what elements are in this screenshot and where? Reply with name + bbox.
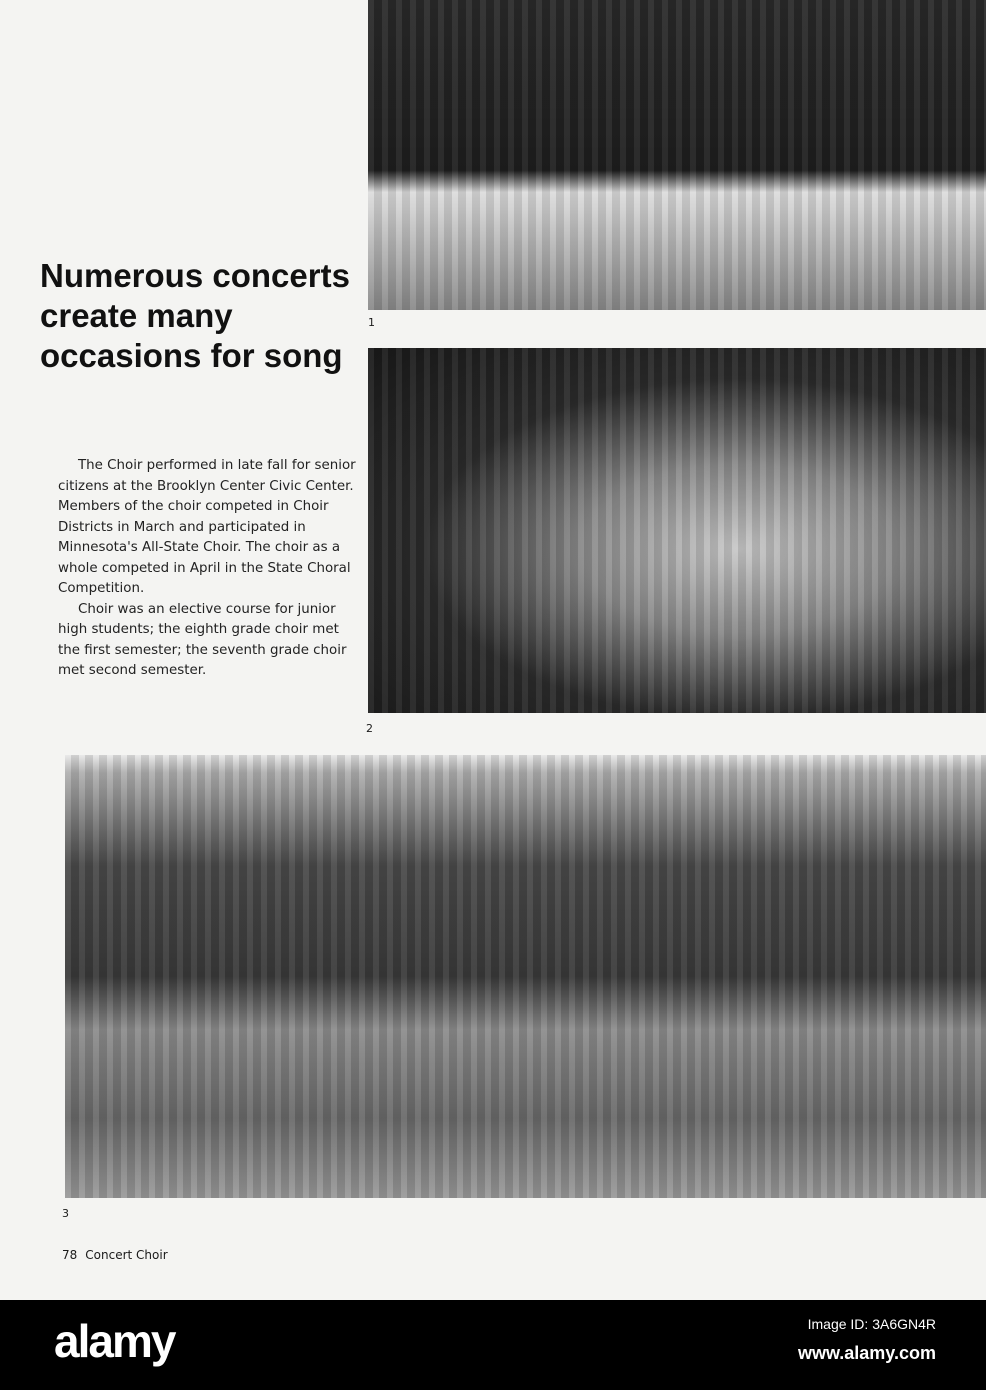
costumed-performers-photo [65, 755, 986, 1198]
four-singers-photo [368, 348, 986, 713]
headline: Numerous concerts create many occasions for song [40, 257, 350, 374]
photo-number-2: 2 [366, 722, 373, 735]
image-id: Image ID: 3A6GN4R [807, 1316, 936, 1332]
page-footer [62, 1248, 168, 1262]
alamy-logo: alamy [54, 1315, 175, 1367]
photo-number-1: 1 [368, 316, 375, 329]
watermark-bar [0, 1300, 986, 1390]
watermark-url: www.alamy.com [797, 1343, 936, 1363]
body-paragraph: The Choir performed in late fall for senior citizens at the Brooklyn Center Civic Center. Members of the choir competed in Choir Districts in March and participated in Minnesota's All-State Choir. The choir as a whole competed in April in the State Choral Competition. [58, 458, 356, 596]
body-text [58, 456, 358, 682]
page-number: 78 [62, 1248, 78, 1262]
section-name: Concert Choir [85, 1248, 168, 1262]
body-paragraph: Choir was an elective course for junior high students; the eighth grade choir met the first semester; the seventh grade choir met second semester. [58, 601, 347, 678]
photo-number-3: 3 [62, 1207, 69, 1220]
choir-stage-photo [368, 0, 986, 310]
